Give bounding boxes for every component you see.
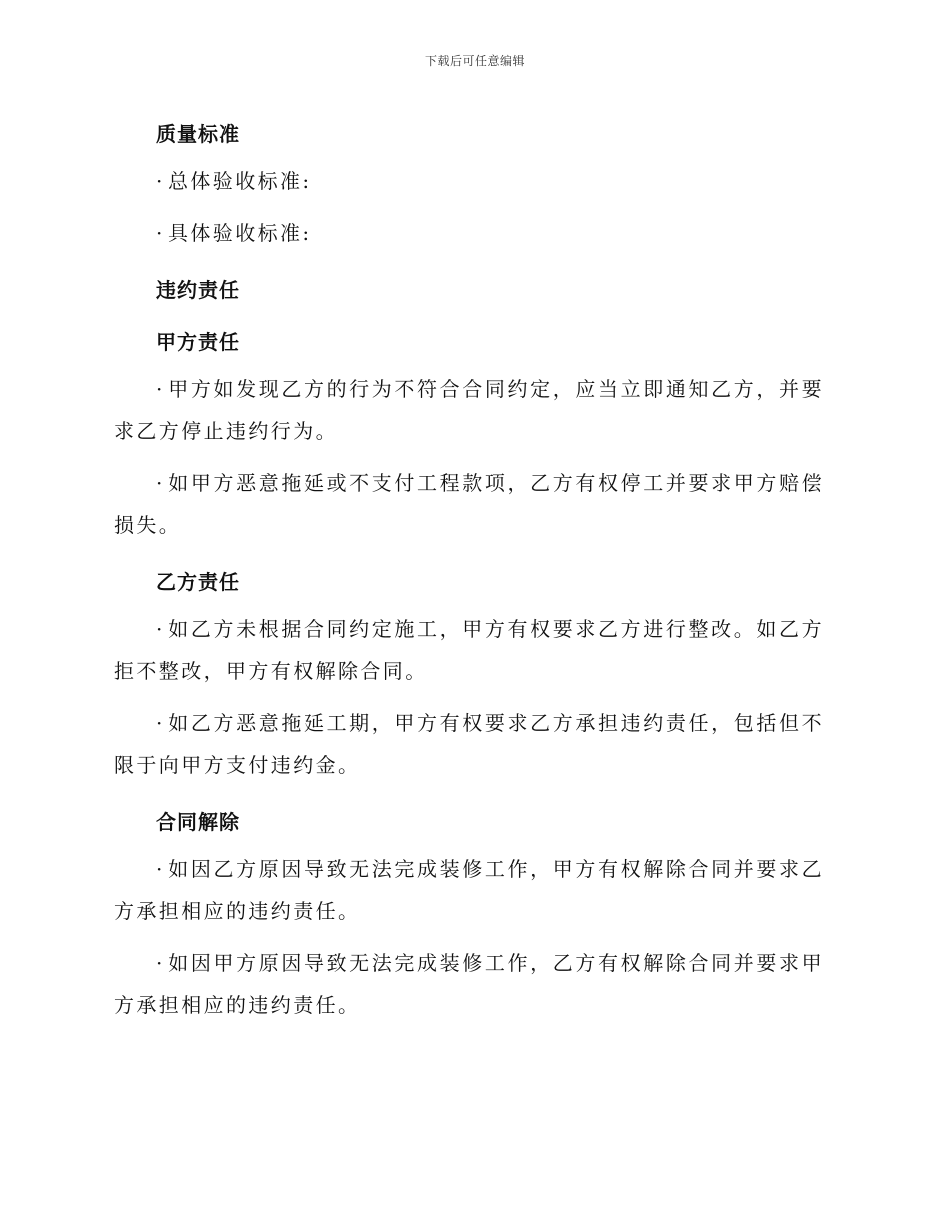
list-item [114,160,824,202]
item-text: 甲方如发现乙方的行为不符合合同约定，应当立即通知乙方，并要求乙方停止违约行为。 [114,377,824,443]
bullet-icon: · [156,169,165,193]
section-title-breach: 违约责任 [156,278,240,302]
section-title-quality: 质量标准 [156,122,240,146]
bullet-icon: · [156,711,165,735]
item-text: 如乙方恶意拖延工期，甲方有权要求乙方承担违约责任，包括但不限于向甲方支付违约金。 [114,711,824,777]
list-item [114,462,824,546]
item-text: 如甲方恶意拖延或不支付工程款项，乙方有权停工并要求甲方赔偿损失。 [114,471,824,537]
item-text: 如因乙方原因导致无法完成装修工作，甲方有权解除合同并要求乙方承担相应的违约责任。 [114,857,824,923]
list-item [114,368,824,452]
item-text: 总体验收标准: [168,169,312,193]
list-item [114,848,824,932]
bullet-icon: · [156,221,165,245]
list-item [114,702,824,786]
bullet-icon: · [156,857,165,881]
section-title-termination: 合同解除 [156,810,240,834]
bullet-icon: · [156,617,165,641]
bullet-icon: · [156,377,165,401]
section-title-party-a: 甲方责任 [156,330,240,354]
page-header-note: 下载后可任意编辑 [424,54,525,68]
section-title-party-b: 乙方责任 [156,570,240,594]
bullet-icon: · [156,951,165,975]
list-item [114,942,824,1026]
item-text: 具体验收标准: [168,221,312,245]
list-item [114,212,824,254]
document-body [114,108,824,1036]
bullet-icon: · [156,471,165,495]
item-text: 如乙方未根据合同约定施工，甲方有权要求乙方进行整改。如乙方拒不整改，甲方有权解除合同。 [114,617,824,683]
item-text: 如因甲方原因导致无法完成装修工作，乙方有权解除合同并要求甲方承担相应的违约责任。 [114,951,824,1017]
list-item [114,608,824,692]
